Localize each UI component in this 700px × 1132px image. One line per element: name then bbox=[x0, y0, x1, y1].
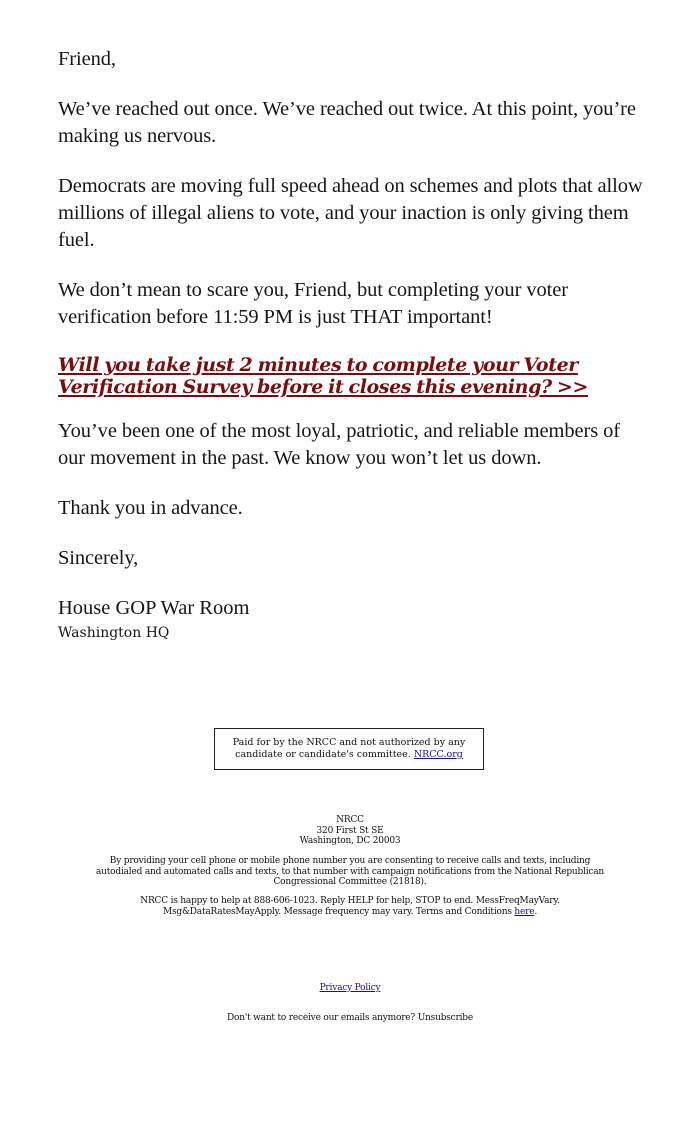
sign-off: Sincerely, bbox=[58, 547, 139, 569]
sms-consent-notice bbox=[90, 856, 610, 888]
signature-location: Washington HQ bbox=[58, 625, 170, 641]
footer-address bbox=[90, 815, 610, 847]
unsubscribe-section bbox=[90, 1013, 610, 1024]
survey-cta-link[interactable]: Will you take just 2 minutes to complete your Voter Verification Survey before it closes this evening? >> bbox=[58, 354, 588, 398]
help-text: NRCC is happy to help at 888-606-1023. Reply HELP for help, STOP to end. MessFreqMayVary. Msg&DataRatesMayApply. Message frequency may vary. Terms and Conditions bbox=[140, 896, 560, 917]
signature-name: House GOP War Room bbox=[58, 597, 250, 619]
email-body bbox=[58, 46, 648, 643]
thanks-line: Thank you in advance. bbox=[58, 497, 243, 519]
privacy-policy-link[interactable]: Privacy Policy bbox=[319, 983, 381, 993]
terms-link[interactable]: here bbox=[514, 906, 535, 917]
unsubscribe-link[interactable]: Don't want to receive our emails anymore? Unsubscribe bbox=[226, 1013, 473, 1023]
help-end: . bbox=[534, 906, 538, 917]
address-city: Washington, DC 20003 bbox=[299, 836, 401, 846]
body-paragraph: We don’t mean to scare you, Friend, but completing your voter verification before 11:59 PM is just THAT important! bbox=[58, 279, 568, 328]
body-paragraph: You’ve been one of the most loyal, patriotic, and reliable members of our movement in the past. We know you won’t let us down. bbox=[58, 420, 621, 469]
body-paragraph: Democrats are moving full speed ahead on schemes and plots that allow millions of illegal aliens to vote, and your inaction is only giving them fuel. bbox=[58, 175, 643, 251]
body-paragraph: We’ve reached out once. We’ve reached out twice. At this point, you’re making us nervous. bbox=[58, 98, 636, 147]
help-notice bbox=[90, 896, 610, 917]
privacy-section bbox=[90, 983, 610, 994]
address-org: NRCC bbox=[336, 815, 364, 825]
paid-for-disclaimer bbox=[214, 728, 484, 770]
greeting: Friend, bbox=[58, 48, 116, 70]
consent-text: By providing your cell phone or mobile phone number you are consenting to receive calls and texts, including autodialed and automated calls and texts, to that number with campaign notifications from the National Republican Congressional Committee (21818). bbox=[95, 856, 605, 887]
address-street: 320 First St SE bbox=[316, 825, 384, 836]
disclaimer-text: Paid for by the NRCC and not authorized by any candidate or candidate's committee. bbox=[232, 737, 466, 760]
nrcc-link[interactable]: NRCC.org bbox=[413, 749, 463, 760]
